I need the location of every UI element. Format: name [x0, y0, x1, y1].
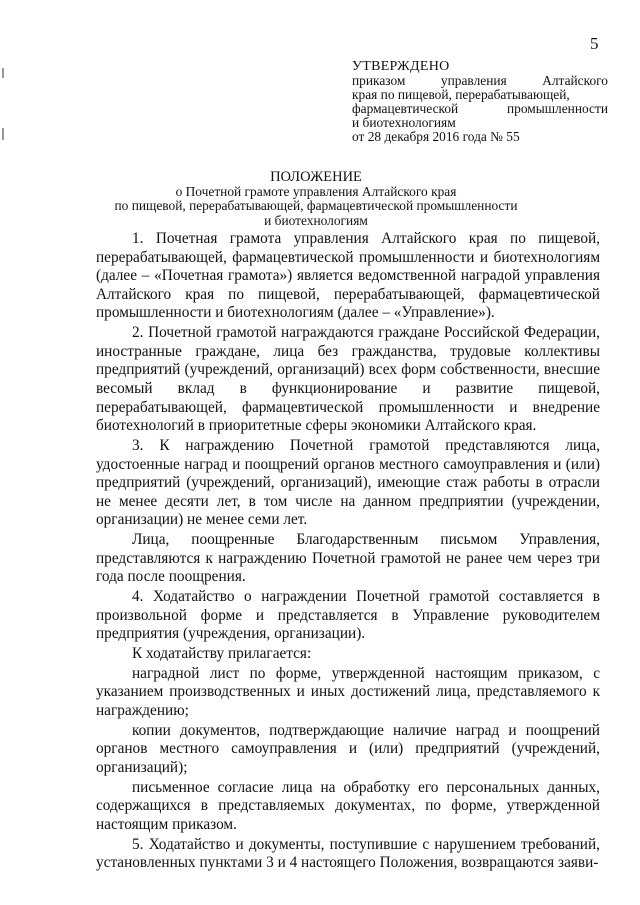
- paragraph: 3. К награждению Почетной грамотой представляются лица, удостоенные наград и поощрений органов местного самоуправления и (или) предприятий (учреждений, организаций), имеющие стаж работы в отрасли не менее десяти лет, в том числе на данном предприятии (учреждении, организации) не менее семи лет.: [96, 436, 600, 529]
- paragraph: наградной лист по форме, утвержденной настоящим приказом, с указанием производственных и иных достижений лица, представляемого к награждению;: [96, 664, 600, 719]
- paragraph: копии документов, подтверждающие наличие наград и поощрений органов местного самоуправления и (или) предприятий (учреждений, организаций);: [96, 721, 600, 776]
- document-title: ПОЛОЖЕНИЕ: [270, 169, 362, 185]
- margin-mark: [2, 128, 4, 140]
- paragraph: 1. Почетная грамота управления Алтайского края по пищевой, перерабатывающей, фармацевтической промышленности и биотехнологиям (далее – «Почетная грамота») является ведомственной наградой управления Алтайского края по пищевой, перерабатывающей, фармацевтической промышленности и биотехнологиям (далее – «Управление»).: [96, 230, 600, 322]
- approval-line: фармацевтической промышленности: [352, 101, 608, 116]
- page-number: 5: [590, 34, 599, 53]
- heading-line: по пищевой, перерабатывающей, фармацевтической промышленности: [114, 198, 518, 213]
- document-heading: [40, 170, 592, 228]
- approval-line: от 28 декабря 2016 года № 55: [352, 129, 520, 144]
- heading-line: о Почетной грамоте управления Алтайского края: [175, 183, 457, 199]
- paragraph: 2. Почетной грамотой награждаются граждане Российской Федерации, иностранные граждане, лица без гражданства, трудовые коллективы предприятий (учреждений, организаций) всех форм собственности, внесшие весомый вклад в функционирование и развитие пищевой, перерабатывающей, фармацевтической промышленности и внедрение биотехнологий в приоритетные сферы экономики Алтайского края.: [96, 324, 600, 435]
- paragraph: письменное согласие лица на обработку его персональных данных, содержащихся в представляемых документах, по форме, утвержденной настоящим приказом.: [96, 778, 600, 833]
- document-body: [96, 230, 600, 874]
- approval-line: края по пищевой, перерабатывающей,: [352, 87, 570, 102]
- approval-line: приказом управления Алтайского: [352, 73, 608, 88]
- paragraph: К ходатайству прилагается:: [132, 645, 312, 662]
- approval-block: [352, 60, 608, 144]
- margin-mark: [2, 68, 4, 78]
- paragraph: 4. Ходатайство о награждении Почетной грамотой составляется в произвольной форме и представляется в Управление руководителем предприятия (учреждения, организации).: [96, 588, 600, 643]
- approval-title: УТВЕРЖДЕНО: [352, 59, 450, 74]
- approval-line: и биотехнологиям: [352, 115, 456, 130]
- heading-line: и биотехнологиям: [264, 212, 368, 228]
- paragraph: 5. Ходатайство и документы, поступившие с нарушением требований, установленных пунктами 3 и 4 настоящего Положения, возвращаются заяви-: [96, 835, 600, 872]
- paragraph: Лица, поощренные Благодарственным письмом Управления, представляются к награждению Почетной грамотой не ранее чем через три года после поощрения.: [96, 531, 600, 586]
